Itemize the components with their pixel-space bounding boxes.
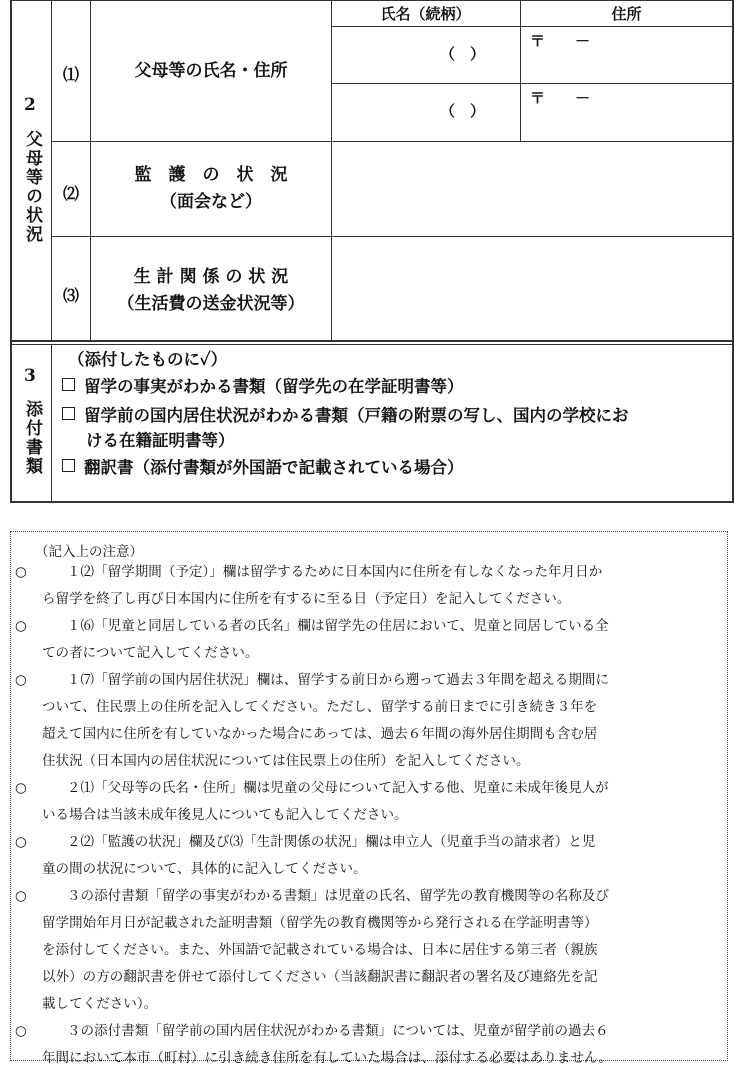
note-item bbox=[11, 613, 727, 667]
attachment-item[interactable] bbox=[62, 373, 464, 397]
note-line: １⑹「児童と同居している者の氏名」欄は留学先の住居において、児童と同居している全 bbox=[67, 618, 609, 634]
livelihood-status-field[interactable] bbox=[332, 237, 732, 340]
note-line: ての者について記入してください。 bbox=[42, 645, 259, 661]
note-item bbox=[11, 559, 727, 613]
note-item bbox=[11, 667, 727, 775]
bullet-icon: ○ bbox=[15, 780, 27, 796]
note-line: １⑺「留学前の国内居住状況」欄は、留学する前日から遡って過去３年間を超える期間に bbox=[67, 672, 609, 688]
checkbox[interactable] bbox=[62, 378, 75, 391]
row3-label-line2: （生活費の送金状況等） bbox=[117, 294, 305, 314]
table-border bbox=[51, 344, 52, 502]
note-line: 留学開始年月日が記載された証明書類（留学先の教育機関等から発行される在学証明書等） bbox=[42, 915, 598, 931]
bullet-icon: ○ bbox=[15, 888, 27, 904]
attachment-label: 留学前の国内居住状況がわかる書類（戸籍の附票の写し、国内の学校にお bbox=[84, 406, 629, 425]
form-table bbox=[10, 0, 734, 502]
relation-field-2[interactable]: （ ） bbox=[440, 102, 486, 120]
postal-code-field-1[interactable]: 〒 － bbox=[530, 32, 591, 50]
note-line: 住状況（日本国内の居住状況については住民票上の住所）を記入してください。 bbox=[42, 753, 530, 769]
note-line: ２⑴「父母等の氏名・住所」欄は児童の父母について記入する他、児童に未成年後見人が bbox=[67, 780, 609, 796]
address-field-1[interactable] bbox=[521, 27, 732, 83]
note-item bbox=[11, 829, 727, 883]
note-line: いる場合は当該未成年後見人についても記入してください。 bbox=[42, 807, 408, 823]
note-line: 載してください）。 bbox=[42, 996, 158, 1012]
checkbox[interactable] bbox=[62, 407, 75, 420]
note-line: ３の添付書類「留学前の国内居住状況がわかる書類」については、児童が留学前の過去６ bbox=[67, 1023, 609, 1039]
attachment-item-continuation: ける在籍証明書等） bbox=[86, 431, 235, 450]
postal-code-field-2[interactable]: 〒 － bbox=[530, 89, 591, 107]
table-border bbox=[10, 344, 734, 345]
note-item bbox=[11, 883, 727, 1018]
note-line: ら留学を終了し再び日本国内に住所を有するに至る日（予定日）を記入してください。 bbox=[42, 591, 571, 607]
row3-label-line1: 生 計 関 係 の 状 況 bbox=[133, 267, 289, 287]
section2-title: 父母等の状況 bbox=[22, 130, 42, 244]
note-item bbox=[11, 775, 727, 829]
table-border bbox=[732, 0, 734, 502]
section3-title: 添付書類 bbox=[22, 400, 42, 476]
attachment-item[interactable] bbox=[62, 454, 464, 478]
section3-number: 3 bbox=[24, 366, 36, 386]
custody-status-field[interactable] bbox=[332, 142, 732, 236]
row3-number: ⑶ bbox=[62, 286, 79, 305]
note-line: 童の間の状況について、具体的に記入してください。 bbox=[42, 861, 367, 877]
note-line: 年間において本市（町村）に引き続き住所を有していた場合は、添付する必要はありません。 bbox=[42, 1050, 612, 1066]
attachment-label: 留学の事実がわかる書類（留学先の在学証明書等） bbox=[84, 377, 464, 396]
bullet-icon: ○ bbox=[15, 1023, 27, 1039]
header-address: 住所 bbox=[611, 5, 642, 23]
note-line: １⑵「留学期間（予定）」欄は留学するために日本国内に住所を有しなくなった年月日か bbox=[67, 564, 603, 580]
bullet-icon: ○ bbox=[15, 672, 27, 688]
row2-label-line2: （面会など） bbox=[160, 192, 262, 212]
note-line: ３の添付書類「留学の事実がわかる書類」は児童の氏名、留学先の教育機関等の名称及び bbox=[67, 888, 609, 904]
bullet-icon: ○ bbox=[15, 564, 27, 580]
row1-label: 父母等の氏名・住所 bbox=[134, 61, 288, 81]
row2-label-line1: 監 護 の 状 況 bbox=[134, 165, 288, 185]
table-border bbox=[10, 0, 734, 1]
table-border bbox=[10, 0, 12, 502]
address-field-2[interactable] bbox=[521, 84, 732, 140]
checkbox[interactable] bbox=[62, 459, 75, 472]
header-name: 氏名（続柄） bbox=[380, 5, 471, 23]
bullet-icon: ○ bbox=[15, 834, 27, 850]
relation-field-1[interactable]: （ ） bbox=[440, 45, 486, 63]
note-line: 超えて国内に住所を有していなかった場合にあっては、過去６年間の海外居住期間も含む居 bbox=[42, 726, 598, 742]
notes-box bbox=[10, 531, 728, 1066]
note-line: ついて、住民票上の住所を記入してください。ただし、留学する前日までに引き続き３年を bbox=[42, 699, 598, 715]
attachment-item[interactable] bbox=[62, 402, 629, 426]
bullet-icon: ○ bbox=[15, 618, 27, 634]
notes-title: （記入上の注意） bbox=[35, 544, 143, 560]
attachment-label: 翻訳書（添付書類が外国語で記載されている場合） bbox=[84, 458, 464, 477]
note-line: を添付してください。また、外国語で記載されている場合は、日本に居住する第三者（親族 bbox=[42, 942, 598, 958]
table-border bbox=[10, 501, 734, 503]
row2-number: ⑵ bbox=[62, 184, 79, 203]
attachments-intro: （添付したものに✓） bbox=[68, 350, 228, 369]
note-line: 以外）の方の翻訳書を併せて添付してください（当該翻訳書に翻訳者の署名及び連絡先を記 bbox=[42, 969, 598, 985]
section2-number: 2 bbox=[24, 95, 36, 115]
note-line: ２⑵「監護の状況」欄及び⑶「生計関係の状況」欄は申立人（児童手当の請求者）と児 bbox=[67, 834, 596, 850]
row1-number: ⑴ bbox=[62, 65, 79, 84]
table-border bbox=[10, 340, 734, 342]
